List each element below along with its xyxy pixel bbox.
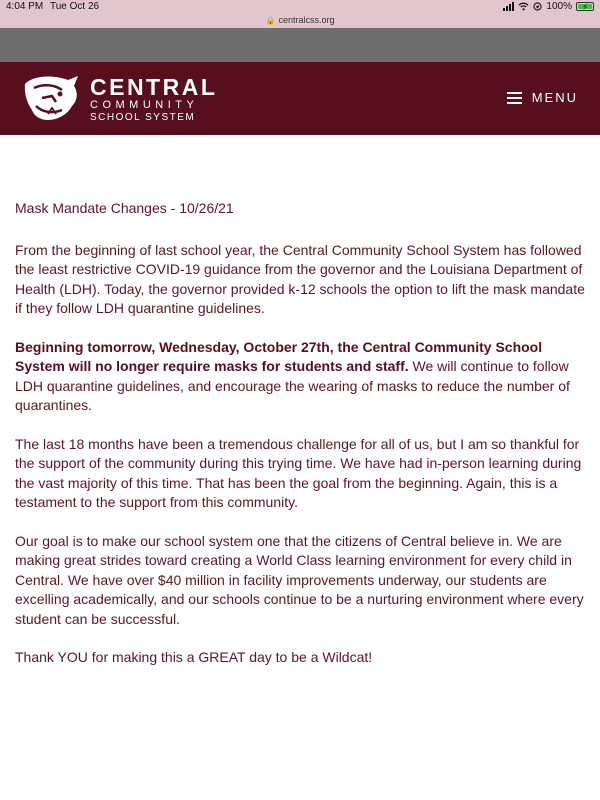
status-date: Tue Oct 26	[50, 1, 100, 12]
article-paragraph-2	[15, 338, 590, 416]
menu-label: MENU	[531, 90, 578, 105]
wildcat-logo-icon[interactable]	[22, 74, 80, 122]
status-time: 4:04 PM	[6, 1, 44, 12]
battery-icon: ⚡	[576, 2, 594, 11]
menu-button[interactable]	[507, 90, 578, 105]
battery-percent: 100%	[546, 1, 572, 12]
article-title: Mask Mandate Changes - 10/26/21	[15, 200, 234, 216]
browser-toolbar-band	[0, 28, 600, 62]
article-paragraph-3: The last 18 months have been a tremendous challenge for all of us, but I am so thankful for the support of the community during this trying time. We have had in-person learning during the vast majority of this time. That has been the goal from the beginning. Again, this is a testament to the support from this community.	[15, 435, 582, 510]
article-closing: Thank YOU for making this a GREAT day to be a Wildcat!	[15, 649, 373, 665]
site-header	[0, 62, 600, 135]
announcement-rest-text: We will continue to follow LDH quarantine guidelines, and encourage the wearing of masks to reduce the number of quarantines.	[15, 358, 570, 413]
announcement-bold-text: Beginning tomorrow, Wednesday, October 27th, the Central Community School System will no longer require masks for students and staff.	[15, 338, 543, 374]
status-indicators	[503, 1, 594, 12]
address-bar[interactable]	[0, 14, 600, 28]
logo-line-central: CENTRAL	[90, 74, 218, 100]
wifi-icon	[518, 2, 529, 11]
site-logo-text[interactable]	[90, 76, 217, 124]
article-paragraph-1: From the beginning of last school year, the Central Community School System has followed the least restrictive COVID-19 guidance from the governor and the Louisiana Department of Health (LDH). Today, the governor provided k-12 schools the option to lift the mask mandate if they follow LDH quarantine guidelines.	[15, 241, 585, 316]
signal-icon	[503, 2, 514, 11]
url-text: centralcss.org	[278, 15, 335, 25]
article-content	[15, 199, 590, 687]
lock-icon: 🔒	[265, 16, 276, 25]
hamburger-icon	[507, 92, 522, 104]
logo-line-school-system: SCHOOL SYSTEM	[90, 112, 196, 123]
logo-line-community: COMMUNITY	[90, 99, 199, 111]
status-bar	[0, 0, 600, 14]
article-paragraph-4: Our goal is to make our school system one that the citizens of Central believe in. We are making great strides toward creating a World Class learning environment for every child in Central. We have over $40 million in facility improvements underway, our students are excelling academically, and our schools continue to be a nurturing environment where every student can be successful.	[15, 532, 584, 627]
location-icon	[533, 2, 542, 11]
